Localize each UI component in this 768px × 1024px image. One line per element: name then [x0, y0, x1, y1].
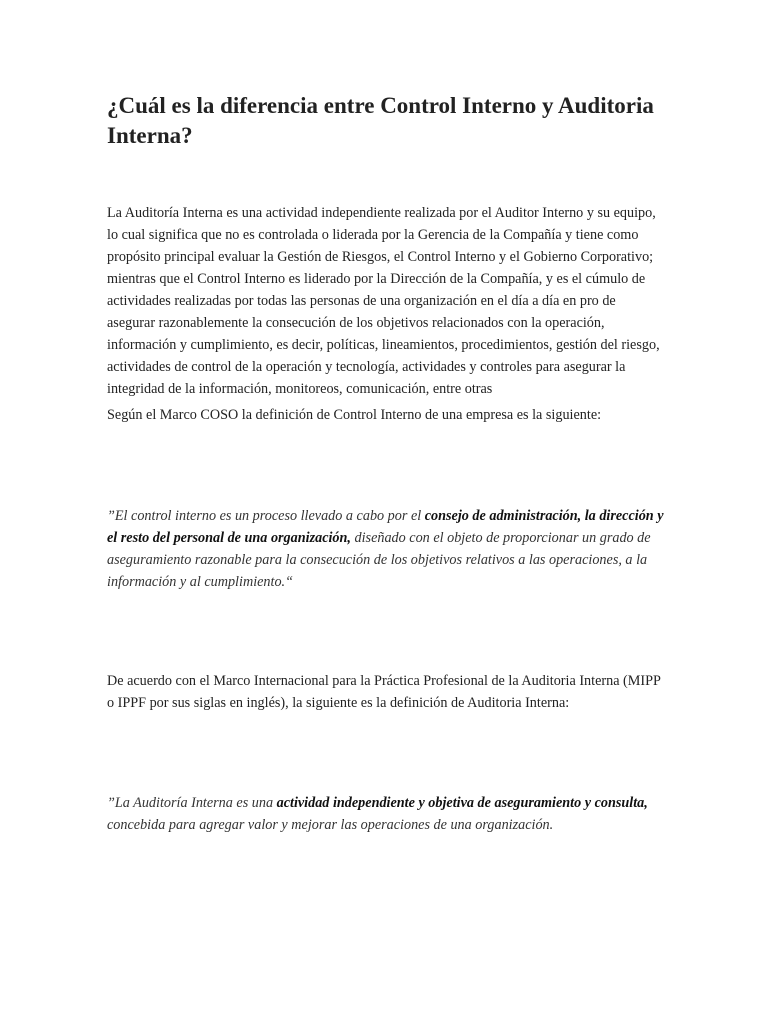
quote-control-interno-definition	[107, 505, 667, 593]
quote-rest-text: concebida para agregar valor y mejorar las operaciones de una organización.	[107, 817, 554, 833]
quote-emphasis-text: consejo de administración, la dirección y el resto del personal de una organización,	[107, 508, 664, 546]
quote-intro-text: ”La Auditoría Interna es una	[107, 795, 277, 811]
paragraph-auditoria-interna: La Auditoría Interna es una actividad independiente realizada por el Auditor Interno y su equipo, lo cual significa que no es controlada o liderada por la Gerencia de la Compañía y tiene como propósito principal evaluar la Gestión de Riesgos, el Control Interno y el Gobierno Corporativo; mientras que el Control Interno es liderado por la Dirección de la Compañía, y es el cúmulo de actividades realizadas por todas las personas de una organización en el día a día en pro de asegurar razonablemente la consecución de los objetivos relacionados con la operación, información y cumplimiento, es decir, políticas, lineamientos, procedimientos, gestión del riesgo, actividades de control de la operación y tecnología, actividades y controles para asegurar la integridad de la información, monitoreos, comunicación, entre otras	[107, 205, 660, 397]
quote-rest-text: diseñado con el objeto de proporcionar un grado de aseguramiento razonable para la consecución de los objetivos relativos a las operaciones, a la información y al cumplimiento.“	[107, 530, 651, 590]
document-title: ¿Cuál es la diferencia entre Control Interno y Auditoria Interna?	[107, 93, 654, 148]
quote-emphasis-text: actividad independiente y objetiva de aseguramiento y consulta,	[276, 795, 648, 811]
quote-intro-text: ”El control interno es un proceso llevado a cabo por el	[107, 508, 425, 524]
paragraph-marco-coso: Según el Marco COSO la definición de Control Interno de una empresa es la siguiente:	[107, 407, 602, 423]
paragraph-mipp: De acuerdo con el Marco Internacional para la Práctica Profesional de la Auditoria Interna (MIPP o IPPF por sus siglas en inglés), la siguiente es la definición de Auditoria Interna:	[107, 673, 661, 711]
quote-auditoria-interna-definition	[107, 792, 667, 836]
